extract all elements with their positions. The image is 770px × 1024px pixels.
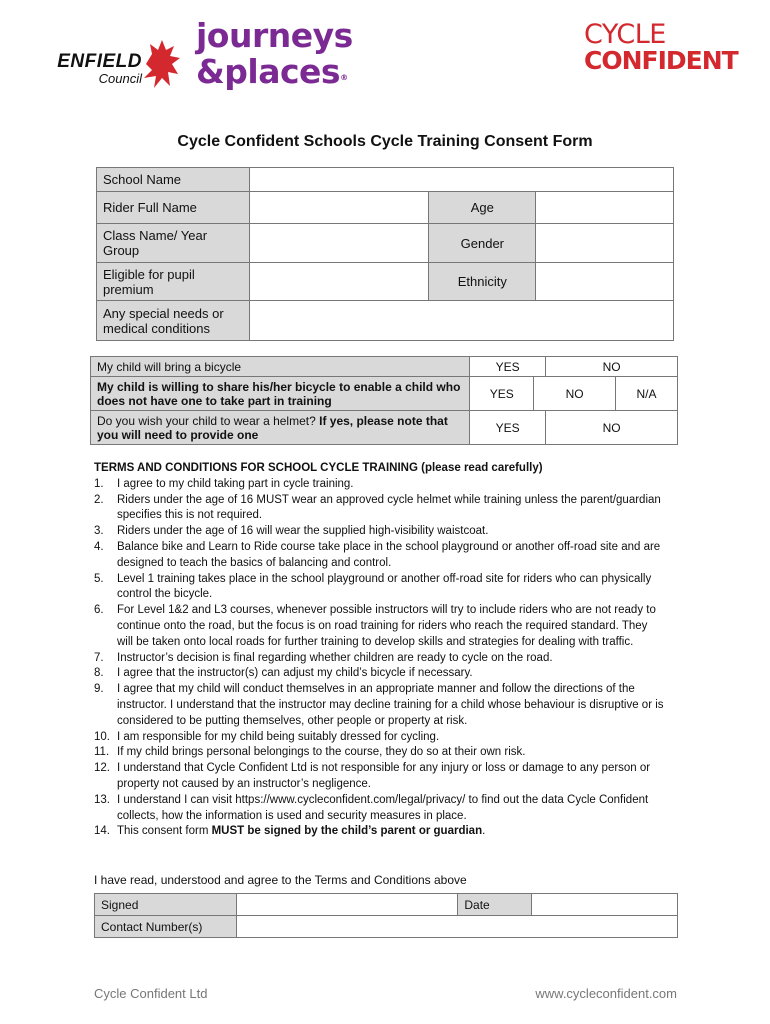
- signature-table: [94, 893, 678, 938]
- list-item: [94, 761, 664, 793]
- contact-field[interactable]: [236, 916, 677, 938]
- cycle-logo-line1: CYCLE: [584, 19, 666, 50]
- term-text-pre: This consent form: [117, 825, 212, 838]
- school-name-field[interactable]: [249, 168, 673, 192]
- term-text: Riders under the age of 16 MUST wear an approved cycle helmet while training unless the parent/guardian specifies this is not required.: [117, 493, 661, 522]
- term-text: I understand I can visit https://www.cycleconfident.com/legal/privacy/ to find out the data Cycle Confident collects, how the information is used and security measures in place.: [117, 793, 649, 822]
- list-item: [94, 793, 664, 825]
- term-text: I agree to my child taking part in cycle training.: [117, 477, 354, 490]
- signed-label: Signed: [95, 894, 237, 916]
- age-field[interactable]: [536, 192, 674, 224]
- term-number: 11.: [94, 746, 110, 759]
- page-title: Cycle Confident Schools Cycle Training Consent Form: [177, 133, 593, 150]
- journeys-places-logo: [196, 18, 353, 90]
- rider-name-field[interactable]: [249, 192, 429, 224]
- list-item: [94, 572, 664, 604]
- bring-bicycle-question: My child will bring a bicycle: [91, 357, 470, 377]
- list-item: [94, 745, 664, 761]
- term-number: 8.: [94, 667, 104, 680]
- term-number: 12.: [94, 762, 110, 775]
- ethnicity-label: Ethnicity: [429, 263, 536, 301]
- share-bicycle-na[interactable]: N/A: [616, 377, 678, 411]
- list-item: [94, 603, 664, 650]
- terms-section: [94, 461, 664, 840]
- terms-heading-paren: (please read carefully): [417, 462, 543, 474]
- eligible-field[interactable]: [249, 263, 429, 301]
- date-field[interactable]: [532, 894, 678, 916]
- helmet-yes[interactable]: YES: [470, 411, 546, 445]
- term-text-bold: MUST be signed by the child’s parent or guardian: [211, 825, 483, 838]
- term-text-post: .: [482, 825, 486, 838]
- contact-label: Contact Number(s): [95, 916, 237, 938]
- journeys-logo-line2: &places: [196, 52, 341, 91]
- bring-bicycle-no[interactable]: NO: [546, 357, 678, 377]
- journeys-logo-line1: journeys: [196, 16, 353, 55]
- enfield-council-logo: [50, 52, 142, 86]
- term-text: I understand that Cycle Confident Ltd is not responsible for any injury or loss or damage to any person or property not caused by an instructor’s negligence.: [117, 762, 651, 790]
- list-item: [94, 666, 664, 682]
- gender-field[interactable]: [536, 224, 674, 263]
- terms-list: [94, 477, 664, 825]
- term-number: 9.: [94, 683, 104, 696]
- list-item: [94, 493, 664, 525]
- dragon-icon: [140, 34, 186, 92]
- share-bicycle-question: My child is willing to share his/her bicycle to enable a child who does not have one to take part in training: [91, 377, 470, 411]
- ethnicity-field[interactable]: [536, 263, 674, 301]
- term-number: 7.: [94, 651, 104, 664]
- list-item: [94, 682, 664, 729]
- list-item: [94, 524, 664, 540]
- school-name-label: School Name: [97, 168, 250, 192]
- enfield-logo-council: Council: [98, 71, 142, 86]
- share-bicycle-yes[interactable]: YES: [470, 377, 534, 411]
- term-text: I am responsible for my child being suitably dressed for cycling.: [117, 730, 440, 743]
- term-text: Instructor’s decision is final regarding whether children are ready to cycle on the road.: [117, 651, 553, 664]
- terms-heading-bold: TERMS AND CONDITIONS FOR SCHOOL CYCLE TRAINING: [94, 462, 418, 474]
- term-number: 14.: [94, 825, 110, 838]
- terms-heading: [94, 461, 664, 477]
- date-label: Date: [458, 894, 532, 916]
- term-text: I agree that my child will conduct themselves in an appropriate manner and follow the directions of the instructor. I understand that the instructor may decline training for a child whose behaviour is disruptive or is considered to be putting themselves, other people or property at risk.: [117, 683, 664, 727]
- footer-company: Cycle Confident Ltd: [94, 986, 208, 1001]
- helmet-question: [91, 411, 470, 445]
- agreement-text: I have read, understood and agree to the Terms and Conditions above: [94, 873, 467, 887]
- term-number: 10.: [94, 730, 110, 743]
- term-text: Balance bike and Learn to Ride course take place in the school playground or another off-road site and are designed to teach the basics of balancing and control.: [117, 540, 661, 569]
- bicycle-questions-table: [90, 356, 678, 445]
- class-name-field[interactable]: [249, 224, 429, 263]
- term-text: For Level 1&2 and L3 courses, whenever possible instructors will try to include riders who are not ready to continue onto the road, but the focus is on road training for riders who reach the required standard. They will be taken onto local roads for further training to develop skills and strategies for dealing with traffic.: [117, 604, 656, 648]
- term-number: 6.: [94, 604, 104, 617]
- enfield-logo-word: ENFIELD: [57, 51, 142, 72]
- helmet-question-plain: Do you wish your child to wear a helmet?: [97, 413, 316, 428]
- term-text: Riders under the age of 16 will wear the supplied high-visibility waistcoat.: [117, 525, 489, 538]
- special-needs-label: Any special needs or medical conditions: [97, 301, 250, 341]
- eligible-label: Eligible for pupil premium: [97, 263, 250, 301]
- signed-field[interactable]: [236, 894, 458, 916]
- special-needs-field[interactable]: [249, 301, 673, 341]
- rider-name-label: Rider Full Name: [97, 192, 250, 224]
- footer-website: www.cycleconfident.com: [535, 986, 677, 1001]
- cycle-confident-logo: [584, 19, 738, 75]
- gender-label: Gender: [429, 224, 536, 263]
- term-number: 2.: [94, 493, 104, 506]
- list-item: [94, 477, 664, 493]
- rider-details-table: [96, 167, 674, 341]
- terms-list-final: [94, 824, 664, 840]
- cycle-logo-line2: CONFIDENT: [584, 46, 738, 75]
- bring-bicycle-yes[interactable]: YES: [470, 357, 546, 377]
- list-item: [94, 651, 664, 667]
- term-text: Level 1 training takes place in the school playground or another off-road site for riders who can physically control the bicycle.: [117, 572, 652, 601]
- term-number: 4.: [94, 540, 104, 553]
- helmet-question-note: If yes, please note that you will need to provide one: [97, 413, 448, 442]
- helmet-no[interactable]: NO: [546, 411, 678, 445]
- class-name-label: Class Name/ Year Group: [97, 224, 250, 263]
- share-bicycle-no[interactable]: NO: [534, 377, 616, 411]
- term-number: 3.: [94, 525, 104, 538]
- list-item: [94, 730, 664, 746]
- list-item: [94, 824, 664, 840]
- term-text: I agree that the instructor(s) can adjust my child’s bicycle if necessary.: [117, 667, 473, 680]
- journeys-logo-reg: ®: [340, 73, 348, 82]
- term-number: 5.: [94, 572, 104, 585]
- term-number: 1.: [94, 477, 104, 490]
- term-text: If my child brings personal belongings to the course, they do so at their own risk.: [117, 746, 526, 759]
- list-item: [94, 540, 664, 572]
- age-label: Age: [429, 192, 536, 224]
- term-number: 13.: [94, 793, 110, 806]
